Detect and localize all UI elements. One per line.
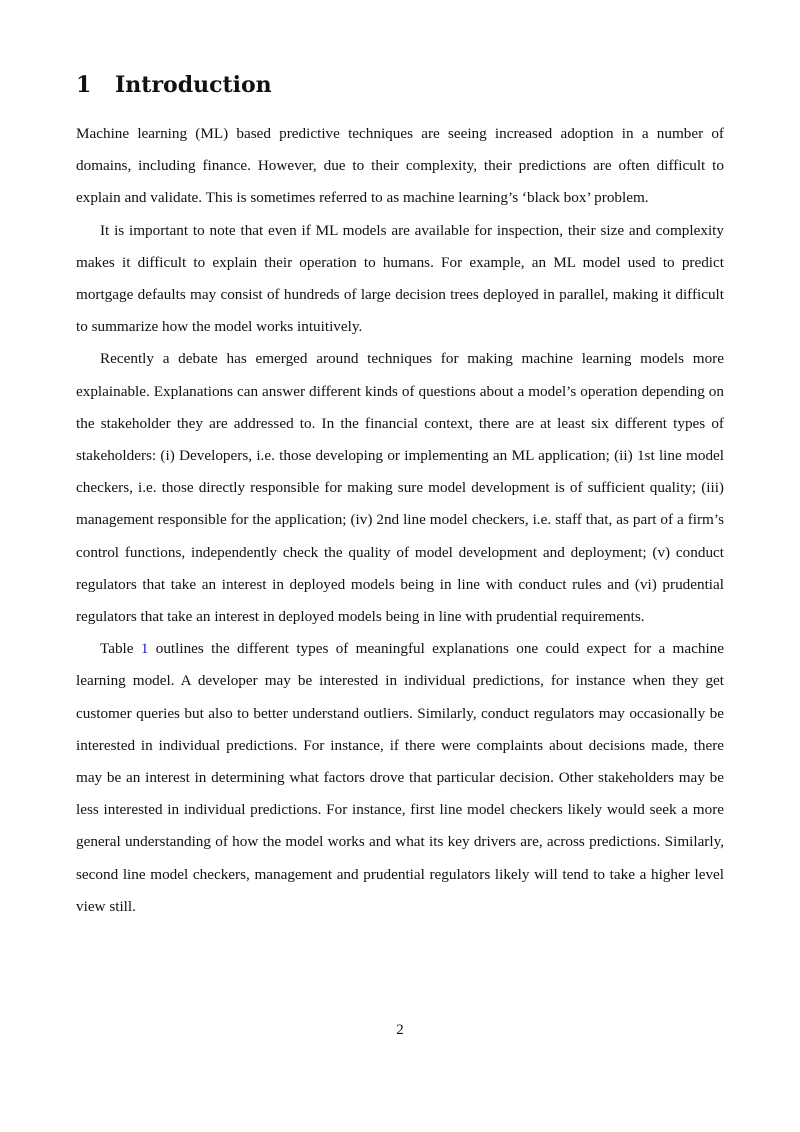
paragraph-inspection: It is important to note that even if ML models are available for inspection, their size and complexity makes it difficult to explain their operation to humans. For example, an ML model used to predict mortgage defaults may consist of hundreds of large decision trees deployed in parallel, making it difficult to summarize how the model works intuitively. — [76, 221, 724, 336]
paragraph-text-after-ref: outlines the different types of meaningful explanations one could expect for a machine learning model. A developer may be interested in individual predictions, for instance when they get customer queries but also to better understand outliers. Similarly, conduct regulators may occasionally be interested in individual predictions. For instance, if there were complaints about decisions made, there may be an interest in determining what factors drove that particular decision. Other stakeholders may be less interested in individual predictions. For instance, first line model checkers likely would seek a more general understanding of how the model works and what its key drivers are, across predictions. Similarly, second line model checkers, management and prudential regulators likely will tend to take a higher level view still. — [76, 640, 724, 915]
paragraph-intro: Machine learning (ML) based predictive techniques are seeing increased adoption in a number of domains, including finance. However, due to their complexity, their predictions are often difficult to explain and validate. This is sometimes referred to as machine learning’s ‘black box’ problem. — [76, 125, 724, 207]
body-text — [76, 118, 724, 923]
paragraph-stakeholders: Recently a debate has emerged around techniques for making machine learning models more explainable. Explanations can answer different kinds of questions about a model’s operation depending on the stakeholder they are addressed to. In the financial context, there are at least six different types of stakeholders: (i) Developers, i.e. those developing or implementing an ML application; (ii) 1st line model checkers, i.e. those directly responsible for making sure model development is of sufficient quality; (iii) management responsible for the application; (iv) 2nd line model checkers, i.e. staff that, as part of a firm’s control functions, independently check the quality of model development and deployment; (v) conduct regulators that take an interest in deployed models being in line with conduct rules and (vi) prudential regulators that take an interest in deployed models being in line with prudential requirements. — [76, 350, 724, 626]
section-heading — [76, 70, 272, 100]
section-number: 1 — [76, 72, 92, 98]
table-reference-link[interactable]: 1 — [140, 640, 149, 658]
section-title: Introduction — [115, 72, 272, 98]
paragraph-text-before-ref: Table — [100, 640, 141, 658]
paragraph-table-overview — [76, 633, 724, 923]
page-number: 2 — [396, 1022, 404, 1038]
